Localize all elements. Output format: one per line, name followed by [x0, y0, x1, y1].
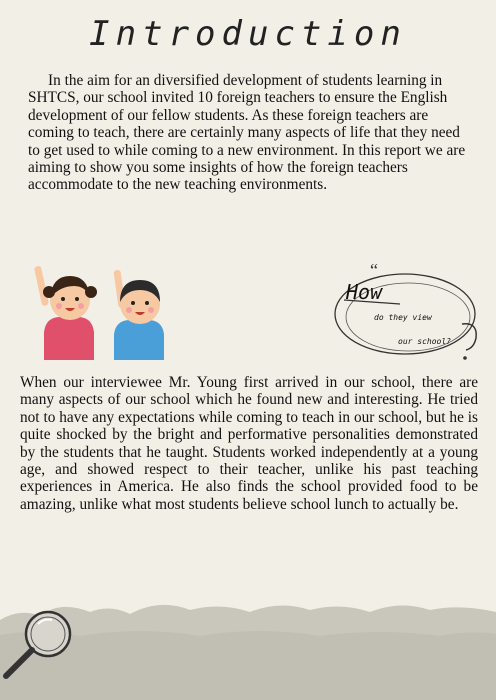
children-raising-hands-illustration	[30, 262, 180, 362]
callout-line-2: our school?	[398, 337, 451, 346]
page-title: Introduction	[89, 14, 407, 54]
bottom-decorative-band	[0, 590, 496, 700]
girl-figure	[34, 266, 97, 360]
intro-paragraph	[28, 72, 470, 194]
svg-text:“: “	[370, 262, 378, 280]
body-paragraph: When our interviewee Mr. Young first arrived in our school, there are many aspects of our school which he found new and interesting. He tried not to have any expectations while coming to teach in our school, but he is quite shocked by the bright and performative personalities demonstrated by the students that he taught. Students worked independently at a young age, and showed respect to their teacher, unlike his past teaching experiences in America. He also finds the school provided food to be amazing, unlike what most students believe school lunch to actually be.	[20, 374, 478, 513]
callout-line-1: do they view	[374, 313, 432, 322]
callout-how-word: How	[346, 280, 383, 304]
boy-figure	[113, 270, 164, 360]
how-callout-graphic	[330, 262, 480, 362]
intro-text: In the aim for an diversified development of students learning in SHTCS, our school invited 10 foreign teachers to ensure the English development of our fellow students. As these foreign teachers are coming to teach, there are certainly many aspects of life that they need to get used to while coming to a new environment. In this report we are aiming to show you some insights of how the foreign teachers accommodate to the new teaching environments.	[28, 72, 466, 194]
